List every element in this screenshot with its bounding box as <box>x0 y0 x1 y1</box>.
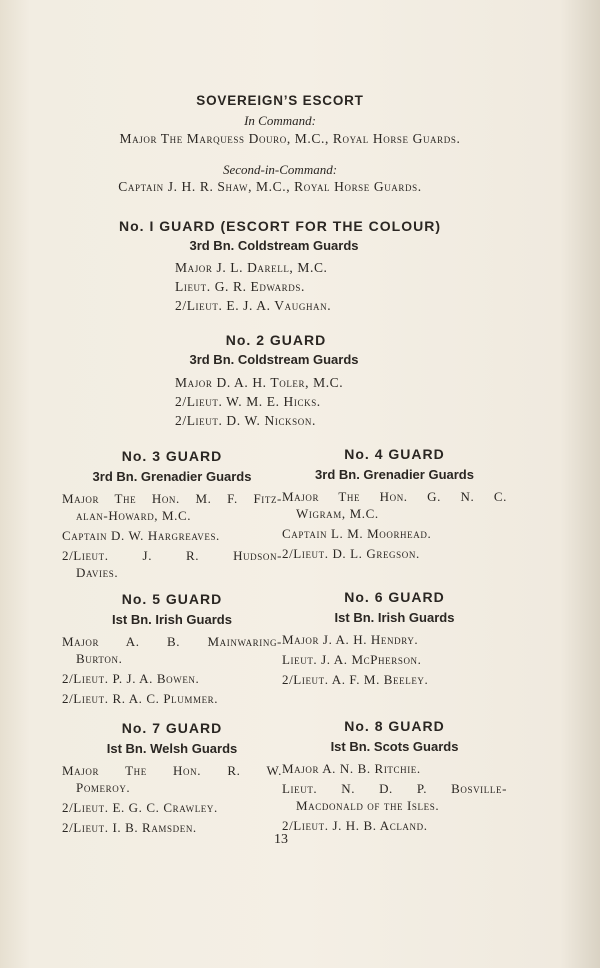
guard8-battalion: Ist Bn. Scots Guards <box>330 739 459 754</box>
guard3-officer-2: Captain D. W. Hargreaves. <box>62 528 220 543</box>
guard4-officer-2: Captain L. M. Moorhead. <box>282 526 432 541</box>
guard2-officer: 2/Lieut. W. M. E. Hicks. <box>175 394 321 409</box>
guard4-block <box>282 446 507 565</box>
second-in-command-label: Second-in-Command: <box>222 162 338 177</box>
guard7-battalion: Ist Bn. Welsh Guards <box>106 741 238 756</box>
guard6-block <box>282 589 507 691</box>
page-number: 13 <box>274 832 288 847</box>
guard1-officer: Lieut. G. R. Edwards. <box>175 279 305 294</box>
guard8-officer-3: 2/Lieut. J. H. B. Acland. <box>282 818 428 833</box>
guard1-officer: 2/Lieut. E. J. A. Vaughan. <box>175 298 332 313</box>
guard3-officer-3: 2/Lieut. J. R. Hudson- <box>62 548 282 563</box>
guard1-battalion: 3rd Bn. Coldstream Guards <box>189 238 359 253</box>
guard2-officers <box>175 373 343 430</box>
guard7-officer-2: 2/Lieut. E. G. C. Crawley. <box>62 800 218 815</box>
second-in-command-officer: Captain J. H. R. Shaw, M.C., Royal Horse Guards. <box>118 179 422 194</box>
guard5-title: No. 5 GUARD <box>121 591 223 607</box>
guard3-title: No. 3 GUARD <box>121 448 223 464</box>
guard1-title: No. I GUARD (ESCORT FOR THE COLOUR) <box>119 218 441 234</box>
guard3-officer-1: Major The Hon. M. F. Fitz- <box>62 491 282 506</box>
guard8-officer-2: Lieut. N. D. P. Bosville- <box>282 781 507 796</box>
guard3-block <box>62 448 282 584</box>
in-command-label: In Command: <box>244 113 316 128</box>
guard4-battalion: 3rd Bn. Grenadier Guards <box>315 467 474 482</box>
guard7-title: No. 7 GUARD <box>121 720 223 736</box>
guard2-battalion: 3rd Bn. Coldstream Guards <box>189 352 359 367</box>
guard8-block <box>282 718 507 837</box>
guard3-officer-3-cont: Davies. <box>76 565 119 580</box>
guard6-officer-2: Lieut. J. A. McPherson. <box>282 652 422 667</box>
guard1-officers <box>175 258 331 315</box>
guard4-officer-1-cont: Wigram, M.C. <box>296 506 379 521</box>
guard5-officer-3: 2/Lieut. R. A. C. Plummer. <box>62 691 219 706</box>
in-command-officer: Major The Marquess Douro, M.C., Royal Horse Guards. <box>119 131 461 146</box>
guard2-officer: 2/Lieut. D. W. Nickson. <box>175 413 316 428</box>
guard8-officer-2-cont: Macdonald of the Isles. <box>296 798 440 813</box>
guard7-officer-3: 2/Lieut. I. B. Ramsden. <box>62 820 197 835</box>
guard7-officer-1-cont: Pomeroy. <box>76 780 131 795</box>
guard6-officer-1: Major J. A. H. Hendry. <box>282 632 419 647</box>
guard6-officer-3: 2/Lieut. A. F. M. Beeley. <box>282 672 429 687</box>
escort-title: SOVEREIGN’S ESCORT <box>196 93 364 108</box>
guard6-title: No. 6 GUARD <box>344 589 445 605</box>
guard3-officer-1-cont: alan-Howard, M.C. <box>76 508 192 523</box>
guard5-officer-2: 2/Lieut. P. J. A. Bowen. <box>62 671 200 686</box>
guard5-officer-1: Major A. B. Mainwaring- <box>62 634 282 649</box>
guard5-officer-1-cont: Burton. <box>76 651 123 666</box>
guard8-title: No. 8 GUARD <box>344 718 445 734</box>
guard7-block <box>62 720 282 839</box>
guard8-officer-1: Major A. N. B. Ritchie. <box>282 761 421 776</box>
guard6-battalion: Ist Bn. Irish Guards <box>334 610 455 625</box>
guard2-title: No. 2 GUARD <box>225 332 327 348</box>
guard3-battalion: 3rd Bn. Grenadier Guards <box>92 469 252 484</box>
guard7-officer-1: Major The Hon. R. W. <box>62 763 282 778</box>
guard5-block <box>62 591 282 710</box>
guard5-battalion: Ist Bn. Irish Guards <box>112 612 232 627</box>
guard2-officer: Major D. A. H. Toler, M.C. <box>175 375 344 390</box>
guard4-title: No. 4 GUARD <box>344 446 445 462</box>
guard4-officer-1: Major The Hon. G. N. C. <box>282 489 507 504</box>
guard1-officer: Major J. L. Darell, M.C. <box>175 260 328 275</box>
guard4-officer-3: 2/Lieut. D. L. Gregson. <box>282 546 420 561</box>
